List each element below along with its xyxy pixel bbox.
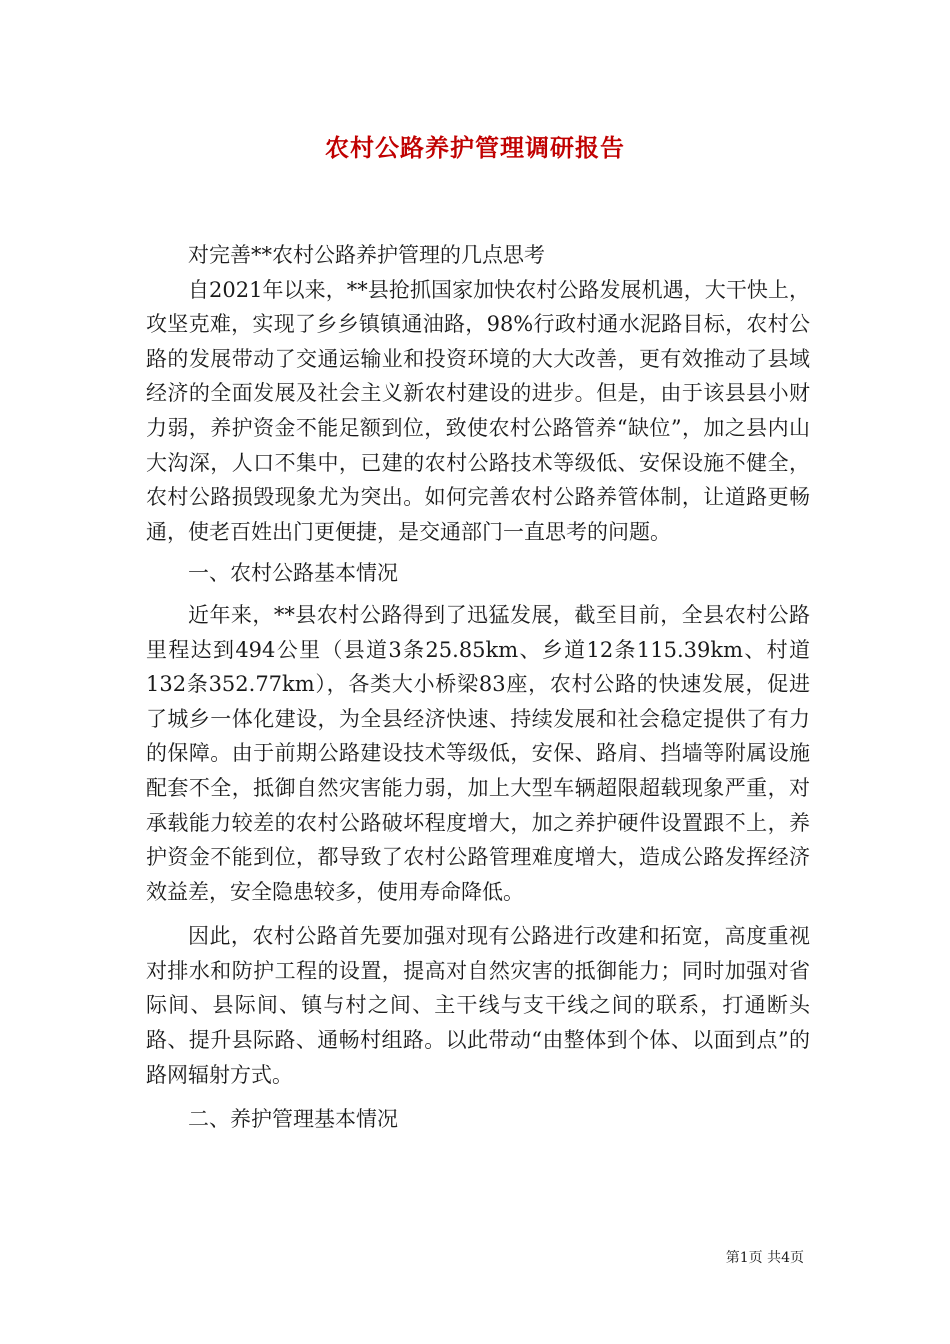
page-number-footer: 第1页 共4页 — [725, 1250, 804, 1266]
document-subtitle: 对完善**农村公路养护管理的几点思考 — [188, 243, 545, 267]
intro-paragraph: 自2021年以来，**县抢抓国家加快农村公路发展机遇，大干快上，攻坚克难，实现了乡乡镇镇通油路，98%行政村通水泥路目标，农村公路的发展带动了交通运输业和投资环境的大大改善，更有效推动了县域经济的全面发展及社会主义新农村建设的进步。但是，由于该县县小财力弱，养护资金不能足额到位，致使农村公路管养“缺位”，加之县内山大沟深，人口不集中，已建的农村公路技术等级低、安保设施不健全，农村公路损毁现象尤为突出。如何完善农村公路养管体制，让道路更畅通，使老百姓出门更便捷，是交通部门一直思考的问题。 — [146, 277, 810, 544]
document-title: 农村公路养护管理调研报告 — [325, 133, 625, 162]
section1-paragraph-1: 近年来，**县农村公路得到了迅猛发展，截至目前，全县农村公路里程达到494公里（县道3条25.85km、乡道12条115.39km、村道132条352.77km），各类大小桥梁83座，农村公路的快速发展，促进了城乡一体化建设，为全县经济快速、持续发展和社会稳定提供了有力的保障。由于前期公路建设技术等级低，安保、路肩、挡墙等附属设施配套不全，抵御自然灾害能力弱，加上大型车辆超限超载现象严重，对承载能力较差的农村公路破坏程度增大，加之养护硬件设置跟不上，养护资金不能到位，都导致了农村公路管理难度增大，造成公路发挥经济效益差，安全隐患较多，使用寿命降低。 — [146, 602, 810, 904]
section1-paragraph-2: 因此，农村公路首先要加强对现有公路进行改建和拓宽，高度重视对排水和防护工程的设置，提高对自然灾害的抵御能力；同时加强对省际间、县际间、镇与村之间、主干线与支干线之间的联系，打通断头路、提升县际路、通畅村组路。以此带动“由整体到个体、以面到点”的路网辐射方式。 — [146, 924, 810, 1087]
document-body — [146, 238, 810, 1137]
section-heading-2: 二、养护管理基本情况 — [188, 1107, 398, 1132]
section-heading-1: 一、农村公路基本情况 — [188, 561, 398, 586]
